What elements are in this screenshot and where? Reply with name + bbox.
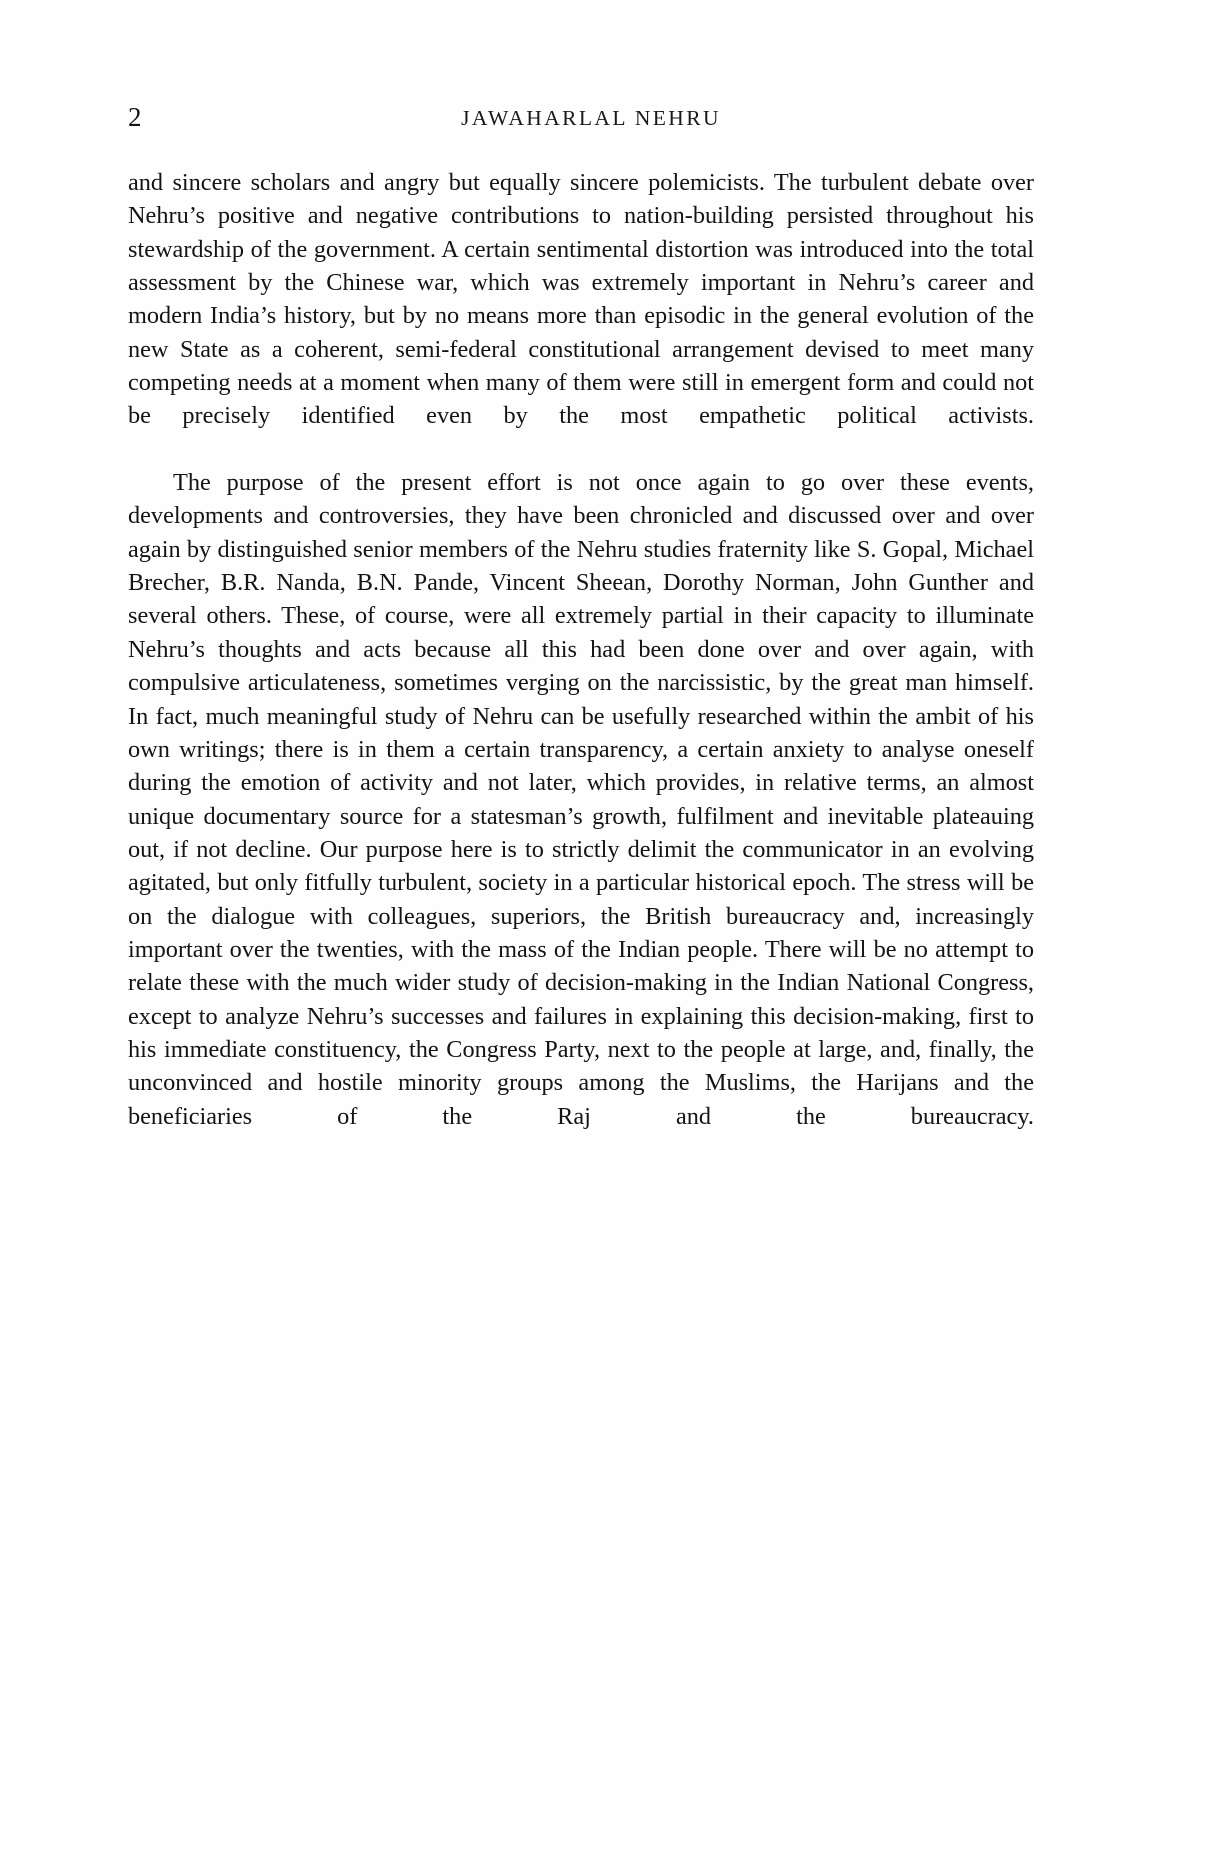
body-text-block <box>128 166 1034 1166</box>
paragraph-2: The purpose of the present effort is not once again to go over these events, developments and controversies, they have been chronicled and discussed over and over again by distinguished senior members of the Nehru studies fraternity like S. Gopal, Michael Brecher, B.R. Nanda, B.N. Pande, Vincent Sheean, Dorothy Norman, John Gunther and several others. These, of course, were all extremely partial in their capacity to illuminate Nehru’s thoughts and acts because all this had been done over and over again, with compulsive articulateness, sometimes verging on the narcissistic, by the great man himself. In fact, much meaningful study of Nehru can be usefully researched within the ambit of his own writings; there is in them a certain transparency, a certain anxiety to analyse oneself during the emotion of activity and not later, which provides, in relative terms, an almost unique documentary source for a statesman’s growth, fulfilment and inevitable plateauing out, if not decline. Our purpose here is to strictly delimit the communicator in an evolving agitated, but only fitfully turbulent, society in a particular historical epoch. The stress will be on the dialogue with colleagues, superiors, the British bureaucracy and, increasingly important over the twenties, with the mass of the Indian people. There will be no attempt to relate these with the much wider study of decision-making in the Indian National Congress, except to analyze Nehru’s successes and failures in explaining this decision-making, first to his immediate constituency, the Congress Party, next to the people at large, and, finally, the unconvinced and hostile minority groups among the Muslims, the Harijans and the beneficiaries of the Raj and the bureaucracy. <box>128 469 1034 1130</box>
paragraph-1: and sincere scholars and angry but equally sincere polemicists. The turbulent debate over Nehru’s positive and negative contributions to nation-building persisted throughout his stewardship of the government. A certain sentimental distortion was introduced into the total assessment by the Chinese war, which was extremely important in Nehru’s career and modern India’s history, but by no means more than episodic in the general evolution of the new State as a coherent, semi-federal constitutional arrangement devised to meet many competing needs at a moment when many of them were still in emergent form and could not be precisely identified even by the most empathetic political activists. <box>128 169 1034 430</box>
page-number: 2 <box>128 102 142 132</box>
running-head-title: JAWAHARLAL NEHRU <box>461 106 721 130</box>
running-head <box>128 100 1032 140</box>
